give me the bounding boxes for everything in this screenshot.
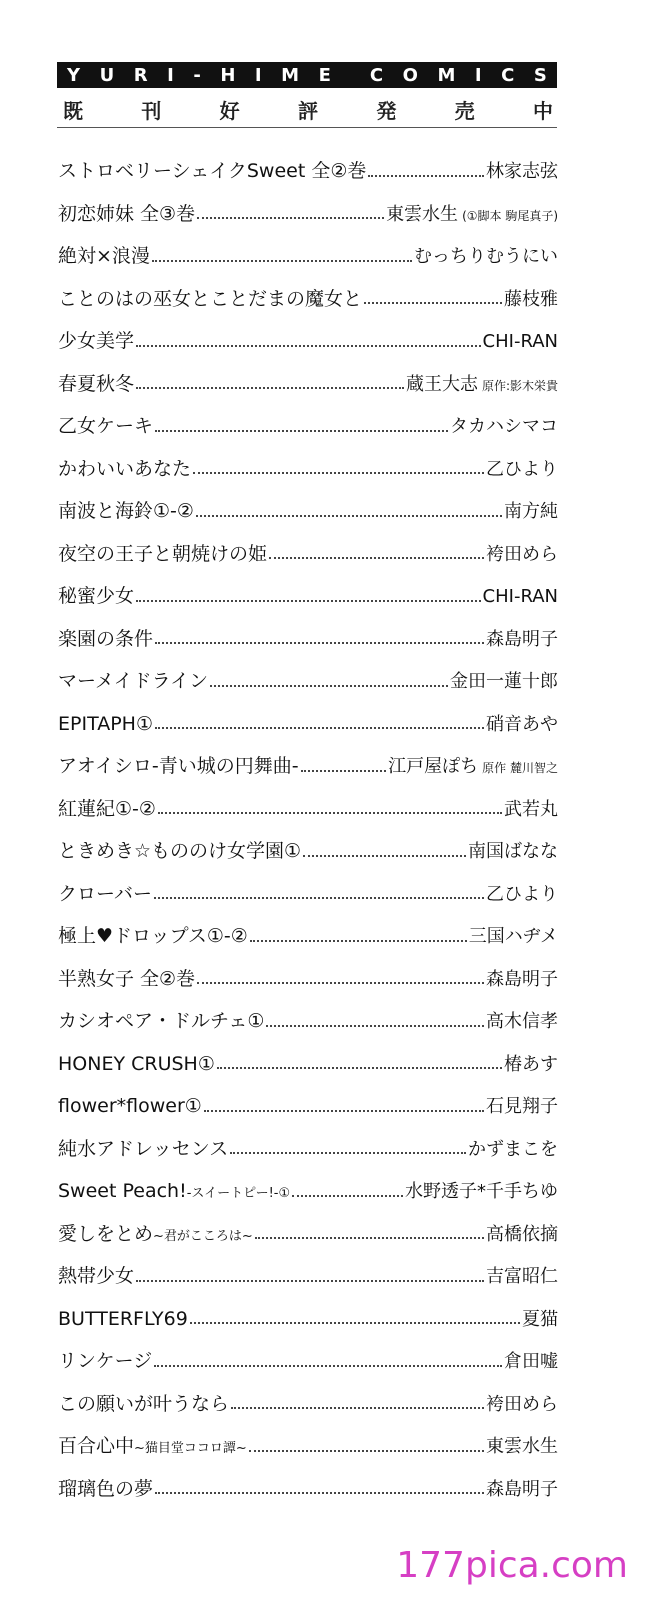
author-credit-note: 原作:影木栄貴 <box>481 378 558 393</box>
author-name-text: 夏猫 <box>522 1308 558 1330</box>
author-name <box>504 279 558 322</box>
list-item <box>58 490 558 533</box>
list-item <box>58 533 558 576</box>
author-name-text: 南方純 <box>504 501 558 522</box>
dot-leader <box>303 854 466 857</box>
book-title-text: Sweet Peach! <box>58 1180 187 1202</box>
author-name <box>406 364 558 408</box>
banner-letter: M <box>437 64 456 86</box>
banner-letter: C <box>369 64 384 86</box>
banner-letter: C <box>501 64 515 86</box>
banner-letter: E <box>318 64 331 86</box>
book-title-text: この願いが叶うなら <box>58 1392 230 1415</box>
book-title <box>58 235 150 278</box>
dot-leader <box>197 981 484 984</box>
book-title <box>58 703 153 746</box>
banner-letter: - <box>193 64 201 86</box>
dot-leader <box>231 1406 484 1409</box>
author-name <box>486 619 558 662</box>
book-title-text: ときめき☆もののけ女学園① <box>58 840 302 862</box>
list-item <box>58 660 558 703</box>
book-title-text: マーメイドライン <box>58 670 209 692</box>
list-item <box>58 788 558 831</box>
author-name-text: 椿あす <box>504 1053 558 1075</box>
book-title-text: 少女美学 <box>58 330 135 352</box>
dot-leader <box>136 386 404 389</box>
author-name-text: 硝音あや <box>486 713 558 735</box>
dot-leader <box>193 471 484 474</box>
book-title-text: 夜空の王子と朝焼けの姫 <box>58 542 268 565</box>
list-item <box>58 575 558 618</box>
banner-letter: U <box>99 64 115 86</box>
author-name <box>414 236 558 279</box>
banner-letter: M <box>281 64 300 86</box>
author-name-text: 蔵王大志 <box>405 373 478 395</box>
book-title-text: 熱帯少女 <box>58 1265 135 1287</box>
book-title-text: クローバー <box>58 882 153 905</box>
dot-leader <box>364 301 502 304</box>
dot-leader <box>230 1151 466 1154</box>
heading-char: 既 <box>63 98 83 123</box>
book-title <box>58 490 194 533</box>
book-title <box>58 363 134 406</box>
list-item <box>58 1468 558 1511</box>
author-name <box>504 1044 558 1087</box>
book-title <box>58 1043 215 1086</box>
author-name-text: むっちりむうにい <box>414 246 558 267</box>
author-name <box>486 151 558 194</box>
author-credit-note: (①脚本 駒尾真子) <box>462 208 558 223</box>
book-title-text: 乙女ケーキ <box>58 415 154 437</box>
heading-char: 売 <box>454 98 475 123</box>
book-title-text: かわいいあなた <box>58 457 192 480</box>
author-name <box>522 1299 558 1342</box>
author-name <box>486 1256 558 1299</box>
list-item <box>58 363 558 406</box>
banner-letter: I <box>474 64 482 86</box>
book-title-text: 春夏秋冬 <box>58 372 135 395</box>
book-title-text: 極上♥ドロップス①-② <box>58 925 248 947</box>
book-title <box>58 1383 229 1426</box>
book-title <box>58 745 299 788</box>
dot-leader <box>301 769 387 772</box>
list-item <box>58 873 558 916</box>
author-name <box>388 746 558 790</box>
author-name-text: 金田一蓮十郎 <box>450 671 558 692</box>
author-name-text: 乙ひより <box>486 458 558 480</box>
author-name <box>486 1426 558 1469</box>
book-title <box>58 788 156 831</box>
list-item <box>58 405 558 448</box>
author-name <box>504 491 558 534</box>
dot-leader <box>158 811 502 814</box>
author-name-text: 江戸屋ぽち <box>388 756 479 777</box>
dot-leader <box>368 174 484 177</box>
dot-leader <box>269 556 484 559</box>
author-name-text: 高木信孝 <box>486 1011 558 1032</box>
book-title <box>58 448 191 491</box>
author-name <box>486 959 558 1002</box>
header-divider <box>57 127 557 128</box>
author-name <box>483 576 558 619</box>
book-title <box>58 320 134 363</box>
list-item <box>58 448 558 491</box>
list-item <box>58 1043 558 1086</box>
author-name <box>504 789 558 832</box>
banner-letter: H <box>220 64 236 86</box>
author-name <box>386 194 558 238</box>
list-item <box>58 278 558 321</box>
book-title <box>58 405 153 448</box>
list-item <box>58 235 558 278</box>
book-title <box>58 1213 253 1259</box>
dot-leader <box>154 1364 502 1367</box>
heading-char: 評 <box>297 98 318 123</box>
list-item <box>58 958 558 1001</box>
book-title-text: flower*flower① <box>58 1095 202 1117</box>
author-name <box>468 1129 558 1172</box>
list-item <box>58 1383 558 1426</box>
author-name-text: 倉田嘘 <box>504 1351 558 1372</box>
author-name-text: 東雲水生 <box>486 1436 558 1457</box>
author-name-text: 袴田めら <box>486 543 558 565</box>
dot-leader <box>155 641 484 644</box>
book-title <box>58 1255 134 1298</box>
heading-char: 刊 <box>141 98 162 123</box>
list-item <box>58 830 558 873</box>
author-name <box>450 661 558 704</box>
author-name-text: 高橋依摘 <box>486 1223 558 1245</box>
heading-char: 好 <box>219 98 240 123</box>
dot-leader <box>136 599 481 602</box>
dot-leader <box>154 896 484 899</box>
book-title <box>58 1340 152 1383</box>
list-item <box>58 703 558 746</box>
book-title <box>58 1128 228 1171</box>
book-title <box>58 830 301 873</box>
dot-leader <box>136 1279 484 1282</box>
book-title <box>58 533 267 576</box>
dot-leader <box>210 684 448 687</box>
list-item <box>58 1213 558 1256</box>
book-title-text: HONEY CRUSH① <box>58 1052 215 1075</box>
book-title-text: 楽園の条件 <box>58 627 154 650</box>
author-name-text: 藤枝雅 <box>504 288 558 310</box>
author-name <box>504 1341 558 1384</box>
book-subtitle: ~君がこころは~ <box>153 1228 253 1244</box>
dot-leader <box>136 344 481 347</box>
dot-leader <box>155 726 484 729</box>
book-title-text: EPITAPH① <box>58 712 153 735</box>
author-name-text: CHI-RAN <box>482 331 558 352</box>
book-title-text: 秘蜜少女 <box>58 585 135 607</box>
book-title <box>58 1425 247 1471</box>
dot-leader <box>155 429 448 432</box>
dot-leader <box>204 1109 484 1112</box>
heading-char: 中 <box>532 98 553 123</box>
author-name <box>486 1086 558 1129</box>
book-title-text: 絶対×浪漫 <box>58 245 150 267</box>
dot-leader <box>292 1194 403 1197</box>
book-subtitle: ~猫目堂ココロ譚~ <box>134 1441 247 1456</box>
book-title <box>58 1170 290 1216</box>
heading-char: 発 <box>376 98 397 123</box>
author-name-text: 森島明子 <box>486 968 558 990</box>
list-item <box>58 320 558 363</box>
book-title-text: 紅蓮紀①-② <box>58 797 156 820</box>
list-item <box>58 1340 558 1383</box>
book-title-text: カシオペア・ドルチェ① <box>58 1010 265 1032</box>
author-name-text: CHI-RAN <box>482 586 558 607</box>
list-item <box>58 1000 558 1043</box>
author-name-text: かずまこを <box>468 1138 558 1160</box>
author-name <box>405 1171 558 1214</box>
book-title <box>58 193 195 236</box>
dot-leader <box>217 1066 502 1069</box>
banner-letter: R <box>133 64 148 86</box>
now-on-sale-heading <box>57 94 557 124</box>
book-title <box>58 1085 202 1128</box>
book-title <box>58 1468 153 1511</box>
author-name-text: 南国ばなな <box>468 841 558 862</box>
banner-letter: I <box>254 64 262 86</box>
author-credit-note: 原作 麓川智之 <box>482 761 558 775</box>
list-item <box>58 193 558 236</box>
dot-leader <box>152 259 412 262</box>
author-name-text: 吉富昭仁 <box>486 1266 558 1287</box>
author-name-text: 乙ひより <box>486 883 558 905</box>
author-name <box>486 1214 558 1257</box>
banner-letter: Y <box>67 64 81 86</box>
list-item <box>58 618 558 661</box>
book-title-text: アオイシロ-青い城の円舞曲- <box>58 755 299 777</box>
list-item <box>58 1298 558 1341</box>
list-item <box>58 1128 558 1171</box>
dot-leader <box>266 1024 484 1027</box>
site-watermark: 177pica.com <box>396 1545 628 1586</box>
list-item <box>58 1170 558 1213</box>
book-title-text: ことのはの巫女とことだまの魔女と <box>58 287 363 310</box>
book-title-text: ストロベリーシェイクSweet 全②巻 <box>58 160 367 182</box>
dot-leader <box>249 1449 484 1452</box>
book-title <box>58 575 134 618</box>
list-item <box>58 745 558 788</box>
author-name <box>450 406 558 449</box>
book-title-text: 南波と海鈴①-② <box>58 500 194 522</box>
author-name-text: 東雲水生 <box>386 203 459 225</box>
series-banner <box>57 62 557 88</box>
author-name-text: 森島明子 <box>486 628 558 650</box>
banner-letter: S <box>533 64 547 86</box>
book-title <box>58 150 366 193</box>
list-item <box>58 915 558 958</box>
book-title-text: リンケージ <box>58 1350 153 1372</box>
book-title <box>58 1298 188 1341</box>
book-title <box>58 1000 264 1043</box>
author-name <box>486 874 558 917</box>
book-title <box>58 618 153 661</box>
author-name <box>486 534 558 577</box>
list-item <box>58 150 558 193</box>
book-title-text: 純水アドレッセンス <box>58 1137 229 1160</box>
book-title-text: BUTTERFLY69 <box>58 1307 188 1330</box>
author-name <box>486 449 558 492</box>
book-subtitle: -スイートピー!-① <box>186 1186 291 1201</box>
author-name-text: 水野透子*千手ちゆ <box>405 1181 558 1202</box>
list-item <box>58 1085 558 1128</box>
author-name <box>486 1001 558 1044</box>
dot-leader <box>196 514 502 517</box>
author-name <box>468 831 558 874</box>
author-name-text: 袴田めら <box>486 1393 558 1415</box>
author-name-text: 武若丸 <box>504 798 558 820</box>
author-name-text: 森島明子 <box>486 1478 558 1500</box>
author-name <box>486 704 558 747</box>
dot-leader <box>255 1236 484 1239</box>
author-name-text: 石見翔子 <box>486 1096 558 1117</box>
book-title <box>58 873 152 916</box>
author-name <box>486 1469 558 1512</box>
book-title <box>58 958 195 1001</box>
dot-leader <box>190 1321 520 1324</box>
book-title-text: 愛しをとめ <box>58 1222 154 1245</box>
dot-leader <box>155 1491 484 1494</box>
dot-leader <box>197 216 384 219</box>
author-name <box>483 321 558 364</box>
banner-letter: I <box>167 64 174 86</box>
author-name-text: 三国ハヂメ <box>468 926 558 947</box>
author-name-text: 林家志弦 <box>486 161 558 182</box>
list-item <box>58 1425 558 1468</box>
book-title <box>58 278 362 321</box>
book-title-text: 瑠璃色の夢 <box>58 1477 154 1500</box>
author-name-text: タカハシマコ <box>450 416 558 437</box>
banner-letter: O <box>402 64 418 86</box>
book-title-text: 百合心中 <box>58 1435 135 1457</box>
dot-leader <box>250 939 467 942</box>
list-item <box>58 1255 558 1298</box>
title-list <box>58 150 558 1510</box>
book-title-text: 初恋姉妹 全③巻 <box>58 202 196 225</box>
book-title-text: 半熟女子 全②巻 <box>58 967 196 990</box>
book-title <box>58 660 208 703</box>
author-name <box>469 916 558 959</box>
book-title <box>58 915 248 958</box>
author-name <box>486 1384 558 1427</box>
